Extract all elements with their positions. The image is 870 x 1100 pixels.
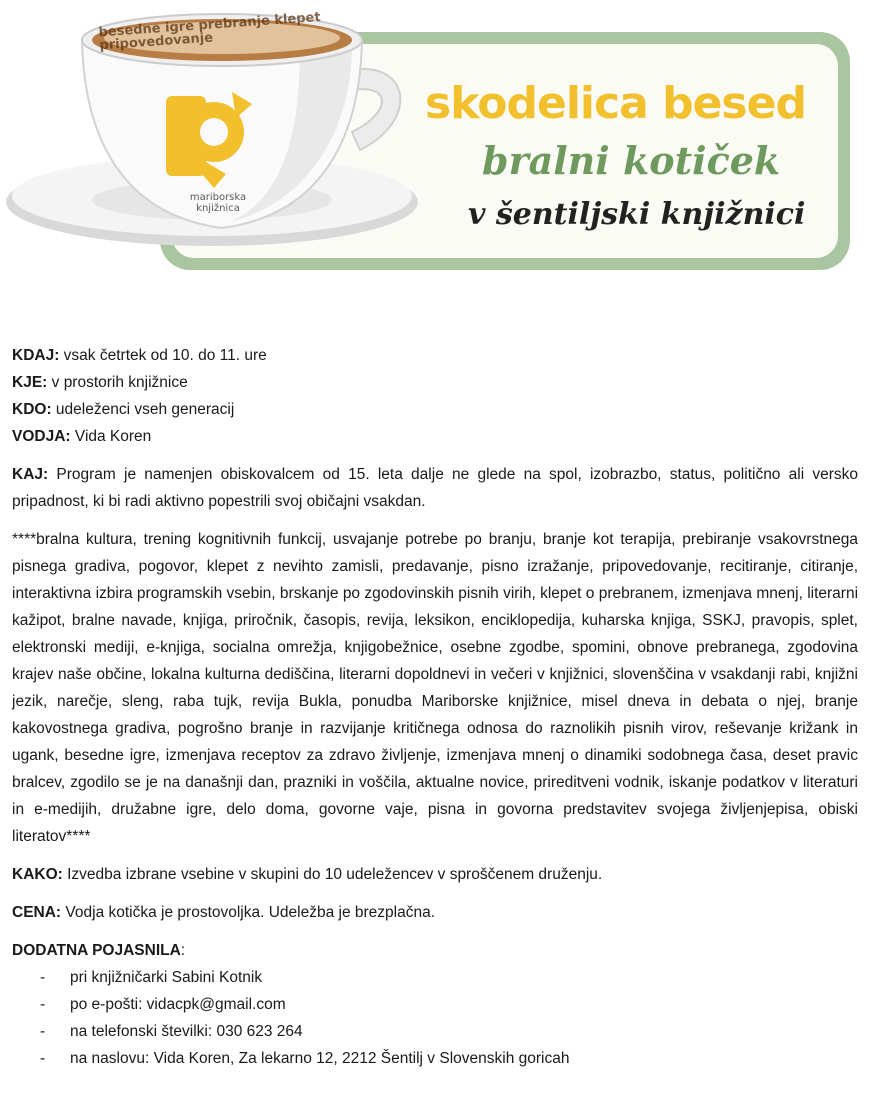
info-kje	[12, 369, 858, 396]
contact-email: po e-pošti: vidacpk@gmail.com	[70, 996, 286, 1013]
info-kdo	[12, 396, 858, 423]
section-dodatna-pojasnila	[12, 937, 858, 964]
list-item	[12, 964, 858, 991]
contact-librarian: pri knjižničarki Sabini Kotnik	[70, 969, 263, 986]
value-kje: v prostorih knjižnice	[47, 374, 188, 391]
topics-paragraph: ****bralna kultura, trening kognitivnih funkcij, usvajanje potrebe po branju, branje kot terapija, prebiranje vsakovrstnega pisnega gradiva, pogovor, klepet z nevihto zamisli, predavanje, pisno izražanje, pripovedovanje, recitiranje, citiranje, interaktivna izbira programskih vsebin, brskanje po zgodovinskih pisnih virih, klepet o prebranem, izmenjava mnenj, literarni kažipot, bralne navade, knjiga, priročnik, časopis, revija, leksikon, enciklopedija, kuharska knjiga, SSKJ, pravopis, splet, elektronski mediji, e-knjiga, socialna omrežja, knjigobežnice, osebne zgodbe, spomini, obnove prebranega, zgodovina krajev naše občine, lokalna kulturna dediščina, literarni dopoldnevi in večeri v knjižnici, slovenščina v vsakdanji rabi, knjižni jezik, narečje, sleng, raba tujk, revija Bukla, ponudba Mariborske knjižnice, misel dneva in debata o njej, branje kakovostnega gradiva, pogrošno branje in razvijanje kritičnega odnosa do raznolikih pisnih virov, reševanje križank in ugank, besedne igre, izmenjava receptov za zdravo življenje, izmenjava mnenj o dinamiki sodobnega časa, deset pravic bralcev, zgodilo se je na današnji dan, prazniki in voščila, aktualne novice, prireditveni vodnik, iskanje podatkov v literaturi in e-medijih, družabne igre, delo doma, govorne vaje, pisna in govorna predstavitev svojega življenjepisa, obiski literatov****	[12, 531, 859, 845]
list-item	[12, 1018, 858, 1045]
label-kaj: KAJ:	[12, 466, 49, 483]
label-kdo: KDO:	[12, 401, 52, 418]
label-kje: KJE:	[12, 374, 48, 391]
document-body	[12, 342, 858, 1072]
label-kdaj: KDAJ:	[12, 347, 60, 364]
label-vodja: VODJA:	[12, 428, 71, 445]
header-banner	[0, 0, 870, 300]
contact-phone: na telefonski številki: 030 623 264	[70, 1023, 303, 1040]
page-subtitle: bralni kotiček	[482, 138, 781, 183]
info-vodja	[12, 423, 858, 450]
value-cena: Vodja kotička je prostovoljka. Udeležba je brezplačna.	[61, 904, 436, 921]
section-kaj	[12, 461, 858, 515]
section-cena	[12, 899, 858, 926]
value-vodja: Vida Koren	[70, 428, 152, 445]
list-item	[12, 1045, 858, 1072]
label-kako: KAKO:	[12, 866, 63, 883]
logo-line-2: knjižnica	[196, 203, 240, 214]
section-kako	[12, 861, 858, 888]
list-dash: -	[40, 969, 46, 986]
label-cena: CENA:	[12, 904, 62, 921]
contact-address: na naslovu: Vida Koren, Za lekarno 12, 2212 Šentilj v Slovenskih goricah	[70, 1050, 570, 1067]
value-kako: Izvedba izbrane vsebine v skupini do 10 udeležencev v sproščenem druženju.	[62, 866, 603, 883]
library-logo-text	[178, 192, 258, 214]
value-kaj: Program je namenjen obiskovalcem od 15. leta dalje ne glede na spol, izobrazbo, status, politično ali versko pripadnost, ki bi radi aktivno popestrili svoj običajni vsakdan.	[12, 466, 858, 510]
label-colon: :	[180, 942, 186, 959]
label-dodatna-pojasnila: DODATNA POJASNILA	[12, 942, 181, 959]
value-kdaj: vsak četrtek od 10. do 11. ure	[59, 347, 267, 364]
list-dash: -	[40, 1023, 46, 1040]
list-dash: -	[40, 1050, 46, 1067]
value-kdo: udeleženci vseh generacij	[51, 401, 235, 418]
logo-line-1: mariborska	[189, 192, 247, 203]
page-subtitle-location: v šentiljski knjižnici	[468, 197, 806, 232]
list-item	[12, 991, 858, 1018]
list-dash: -	[40, 996, 46, 1013]
coffee-foam-text: besedne igre prebranje klepet pripovedovanje	[98, 9, 322, 54]
page-title: skodelica besed	[425, 78, 806, 129]
info-kdaj	[12, 342, 858, 369]
contact-list	[12, 964, 858, 1072]
